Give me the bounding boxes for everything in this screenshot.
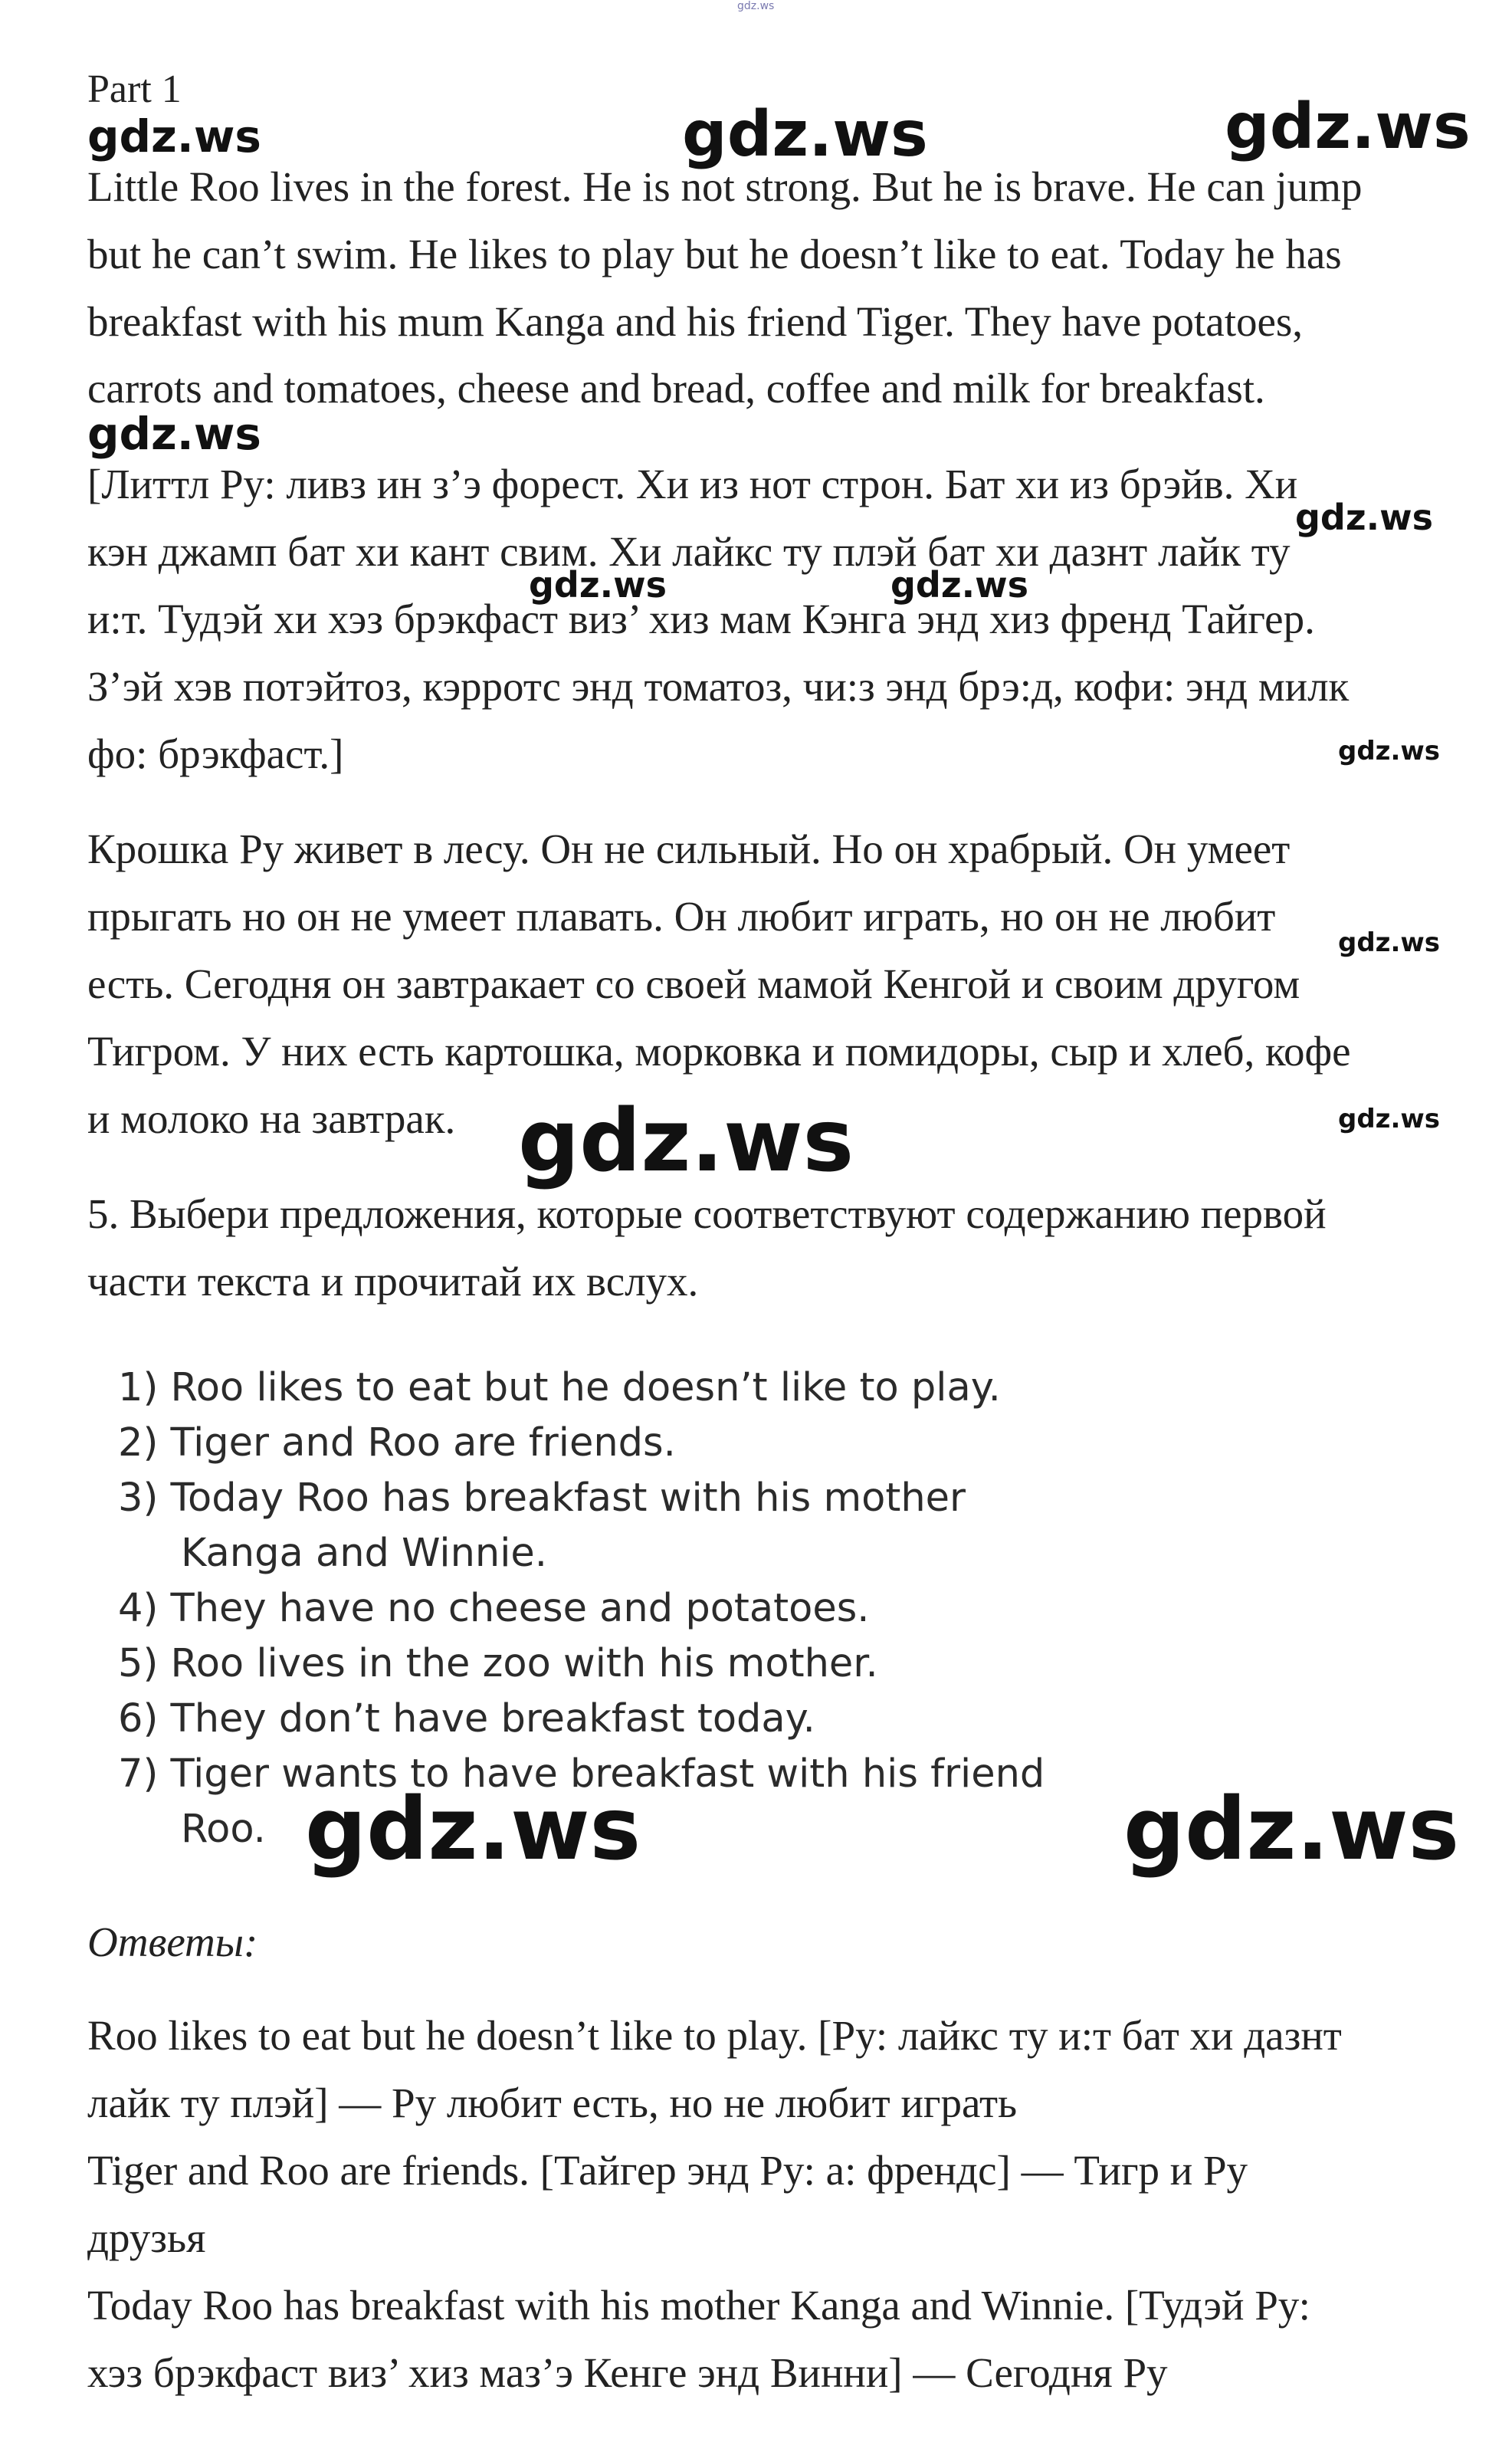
watermark: gdz.ws [890,564,1028,606]
header-watermark: gdz.ws [737,0,775,12]
exercise-item: 2) Tiger and Roo are friends. [118,1420,676,1466]
watermark: gdz.ws [1338,1104,1441,1134]
exercise-item: 4) They have no cheese and potatoes. [118,1586,870,1631]
watermark: gdz.ws [1225,90,1471,163]
translation-line: Крошка Ру живет в лесу. Он не сильный. Но он храбрый. Он умеет [87,826,1291,872]
transcription-line: кэн джамп бат хи кант свим. Хи лайкс ту плэй бат хи дазнт лайк ту [87,528,1291,575]
transcription-line: фо: брэкфаст.] [87,730,344,777]
english-line: carrots and tomatoes, cheese and bread, coffee and milk for breakfast. [87,365,1265,412]
exercise-item: 7) Tiger wants to have breakfast with his friend [118,1751,1045,1797]
translation-line: есть. Сегодня он завтракает со своей мамой Кенгой и своим другом [87,960,1300,1007]
exercise-item: 6) They don’t have breakfast today. [118,1696,815,1741]
translation-line: прыгать но он не умеет плавать. Он любит играть, но он не любит [87,893,1276,940]
watermark: gdz.ws [87,110,261,162]
answer-line: Today Roo has breakfast with his mother Kanga and Winnie. [Тудэй Ру: [87,2282,1310,2329]
answers-label: Ответы: [87,1919,258,1965]
translation-line: Тигром. У них есть картошка, морковка и помидоры, сыр и хлеб, кофе [87,1028,1351,1075]
english-line: breakfast with his mum Kanga and his friend Tiger. They have potatoes, [87,298,1304,345]
task-line: части текста и прочитай их вслух. [87,1258,699,1305]
task-line: 5. Выбери предложения, которые соответствуют содержанию первой [87,1190,1327,1237]
english-line: Little Roo lives in the forest. He is not strong. But he is brave. He can jump [87,163,1363,210]
watermark: gdz.ws [87,408,261,460]
english-line: but he can’t swim. He likes to play but he doesn’t like to eat. Today he has [87,231,1342,277]
watermark: gdz.ws [518,1091,854,1191]
watermark: gdz.ws [1338,927,1441,958]
watermark: gdz.ws [1123,1780,1460,1879]
exercise-item: 3) Today Roo has breakfast with his mother [118,1475,966,1521]
watermark: gdz.ws [305,1780,641,1879]
exercise-item: Roo. [181,1807,266,1852]
answer-line: друзья [87,2214,206,2261]
exercise-item: Kanga and Winnie. [181,1531,548,1576]
watermark: gdz.ws [1338,736,1441,766]
watermark: gdz.ws [1295,497,1433,538]
answer-line: Tiger and Roo are friends. [Тайгер энд Ру: а: френдс] — Тигр и Ру [87,2147,1248,2194]
translation-line: и молоко на завтрак. [87,1095,456,1142]
answer-line: хэз брэкфаст виз’ хиз маз’э Кенге энд Винни] — Сегодня Ру [87,2349,1168,2396]
answer-line: лайк ту плэй] — Ру любит есть, но не любит играть [87,2079,1018,2126]
watermark: gdz.ws [682,98,928,171]
exercise-item: 1) Roo likes to eat but he doesn’t like to play. [118,1365,1001,1410]
transcription-line: и:т. Тудэй хи хэз брэкфаст виз’ хиз мам Кэнга энд хиз френд Тайгер. [87,596,1315,642]
part-title: Part 1 [87,67,182,111]
exercise-item: 5) Roo lives in the zoo with his mother. [118,1641,878,1686]
answer-line: Roo likes to eat but he doesn’t like to play. [Ру: лайкс ту и:т бат хи дазнт [87,2012,1342,2059]
watermark: gdz.ws [529,564,667,606]
transcription-line: З’эй хэв потэйтоз, кэрротс энд томатоз, чи:з энд брэ:д, кофи: энд милк [87,663,1350,710]
transcription-line: [Литтл Ру: ливз ин з’э форест. Хи из нот строн. Бат хи из брэйв. Хи [87,461,1298,507]
